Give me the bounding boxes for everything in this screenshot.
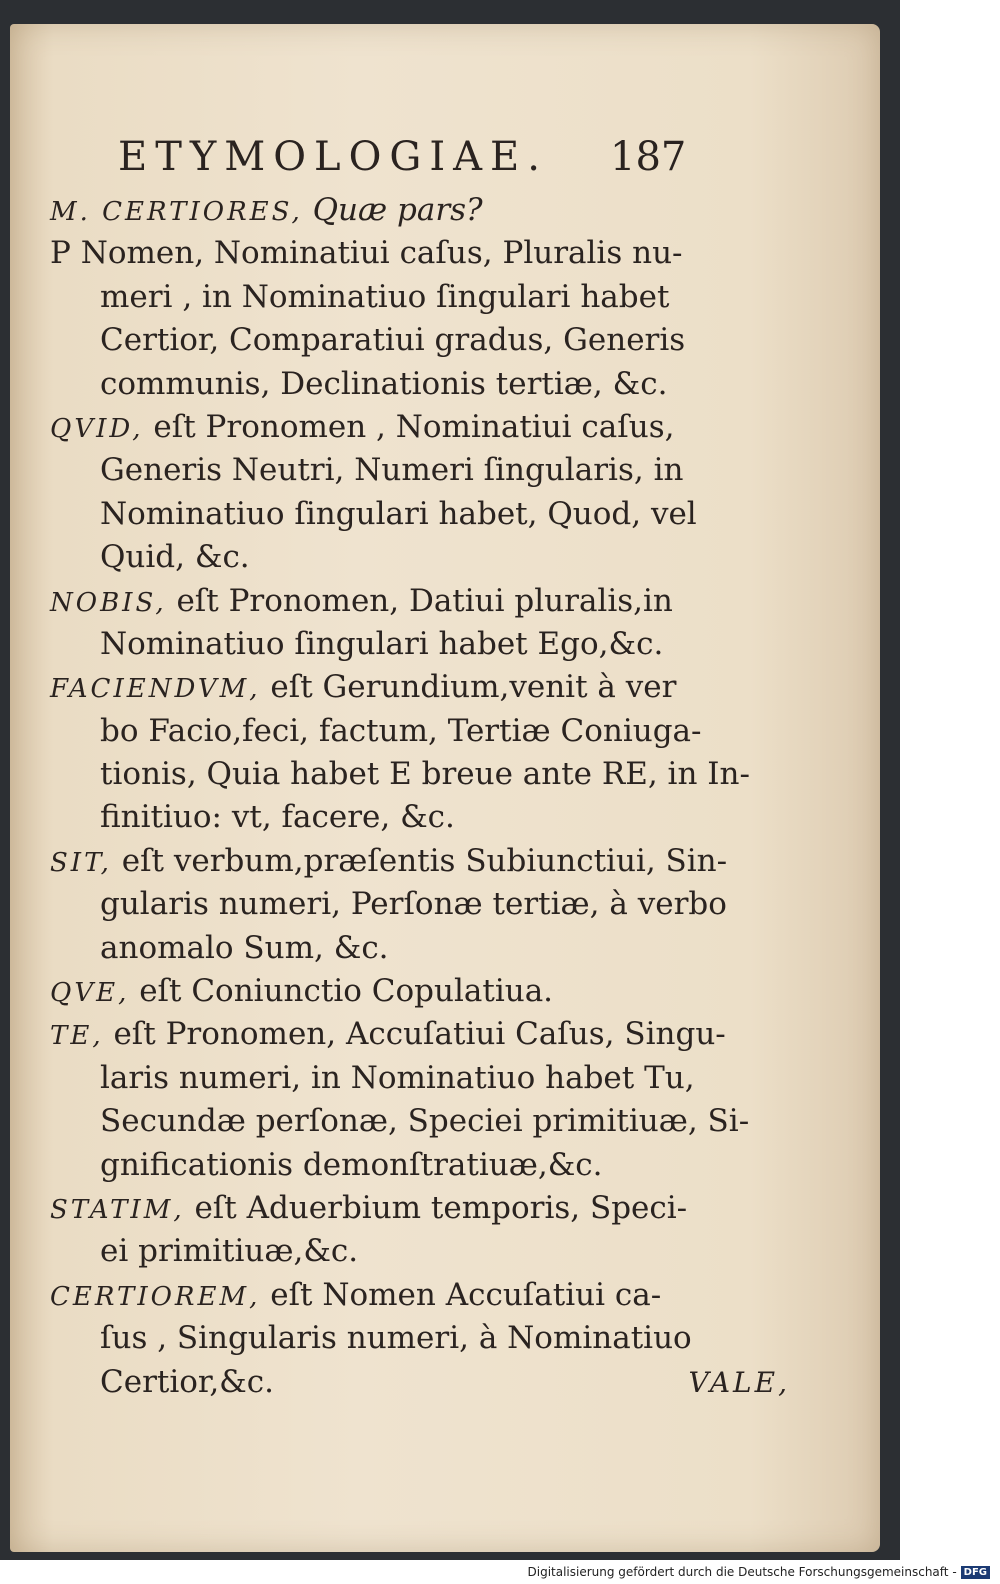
text-line: [50, 580, 830, 623]
entry-headword: CERTIOREM,: [50, 1281, 261, 1312]
text-line: [50, 753, 830, 796]
line-text: gnificationis demonſtratiuæ,&c.: [100, 1146, 603, 1183]
entry-headword: QVE,: [50, 978, 130, 1009]
text-line: [50, 666, 830, 709]
text-line: [50, 449, 830, 492]
text-line: [50, 1013, 830, 1056]
line-text: eſt Aduerbium temporis, Speci-: [184, 1189, 688, 1226]
text-line: [50, 840, 830, 883]
page-body: [50, 189, 830, 1404]
line-text: Secundæ perſonæ, Speciei primitiuæ, Si-: [100, 1103, 750, 1140]
line-text: Nominatiuo ſingulari habet Ego,&c.: [100, 625, 664, 662]
entry-headword: M. CERTIORES,: [50, 197, 303, 227]
text-line: [50, 796, 830, 839]
text-line: [50, 363, 830, 406]
entry-headword: FACIENDVM,: [50, 674, 261, 705]
entry-headword: NOBIS,: [50, 587, 167, 618]
line-text: anomalo Sum, &c.: [100, 929, 389, 966]
text-line: [50, 1187, 830, 1230]
line-text: Quid, &c.: [100, 539, 250, 576]
catchword: VALE,: [688, 1365, 790, 1399]
text-line: [50, 970, 830, 1013]
dfg-logo: DFG: [961, 1566, 990, 1579]
line-text: Certior,&c.: [100, 1363, 274, 1400]
line-text: eſt Pronomen , Nominatiui caſus,: [143, 408, 675, 445]
entry-headword: STATIM,: [50, 1194, 185, 1225]
text-line: [50, 319, 830, 362]
text-line: [50, 1057, 830, 1100]
text-line: [50, 406, 830, 449]
text-line: [50, 927, 830, 970]
text-line: [50, 883, 830, 926]
line-text: ſus , Singularis numeri, à Nominatiuo: [100, 1320, 692, 1357]
line-text: ei primitiuæ,&c.: [100, 1233, 359, 1270]
line-text: eſt verbum,præſentis Subiunctiui, Sin-: [111, 842, 728, 879]
text-line: [50, 232, 830, 275]
running-head: [10, 134, 880, 184]
text-line: [50, 276, 830, 319]
text-line: [50, 536, 830, 579]
text-line: [50, 1361, 830, 1404]
book-page: [10, 24, 880, 1552]
text-line: [50, 1230, 830, 1273]
entry-headword: P: [50, 235, 71, 272]
text-line: [50, 1274, 830, 1317]
line-text: Quæ pars?: [302, 192, 483, 228]
line-text: Generis Neutri, Numeri ſingularis, in: [100, 452, 684, 489]
running-head-title: ETYMOLOGIAE.: [118, 134, 548, 180]
line-text: eſt Pronomen, Datiui pluralis,in: [166, 582, 673, 619]
entry-headword: SIT,: [50, 847, 112, 878]
line-text: communis, Declinationis tertiæ, &c.: [100, 365, 668, 402]
entry-headword: QVID,: [50, 413, 144, 444]
text-line: [50, 1144, 830, 1187]
line-text: Nominatiuo ſingulari habet, Quod, vel: [100, 495, 697, 532]
line-text: bo Facio,feci, factum, Tertiæ Coniuga-: [100, 712, 702, 749]
page-number: 187: [610, 134, 687, 180]
entry-headword: TE,: [50, 1021, 104, 1052]
text-line: [50, 189, 830, 232]
line-text: gularis numeri, Perſonæ tertiæ, à verbo: [100, 886, 727, 923]
line-text: Nomen, Nominatiui caſus, Pluralis nu-: [70, 235, 683, 272]
line-text: laris numeri, in Nominatiuo habet Tu,: [100, 1059, 695, 1096]
line-text: eſt Pronomen, Accuſatiui Caſus, Singu-: [103, 1016, 726, 1053]
line-text: tionis, Quia habet E breue ante RE, in In-: [100, 756, 750, 793]
line-text: meri , in Nominatiuo ſingulari habet: [100, 278, 670, 315]
line-text: finitiuo: vt, facere, &c.: [100, 799, 455, 836]
line-text: Certior, Comparatiui gradus, Generis: [100, 322, 686, 359]
text-line: [50, 623, 830, 666]
digitization-credit: [528, 1562, 991, 1582]
text-line: [50, 710, 830, 753]
text-line: [50, 1317, 830, 1360]
line-text: eſt Coniunctio Copulatiua.: [129, 973, 554, 1010]
credit-text: Digitalisierung gefördert durch die Deutsche Forschungsgemeinschaft -: [527, 1565, 957, 1579]
line-text: eſt Gerundium,venit à ver: [260, 669, 677, 706]
line-text: eſt Nomen Accuſatiui ca-: [260, 1276, 662, 1313]
text-line: [50, 493, 830, 536]
text-line: [50, 1100, 830, 1143]
